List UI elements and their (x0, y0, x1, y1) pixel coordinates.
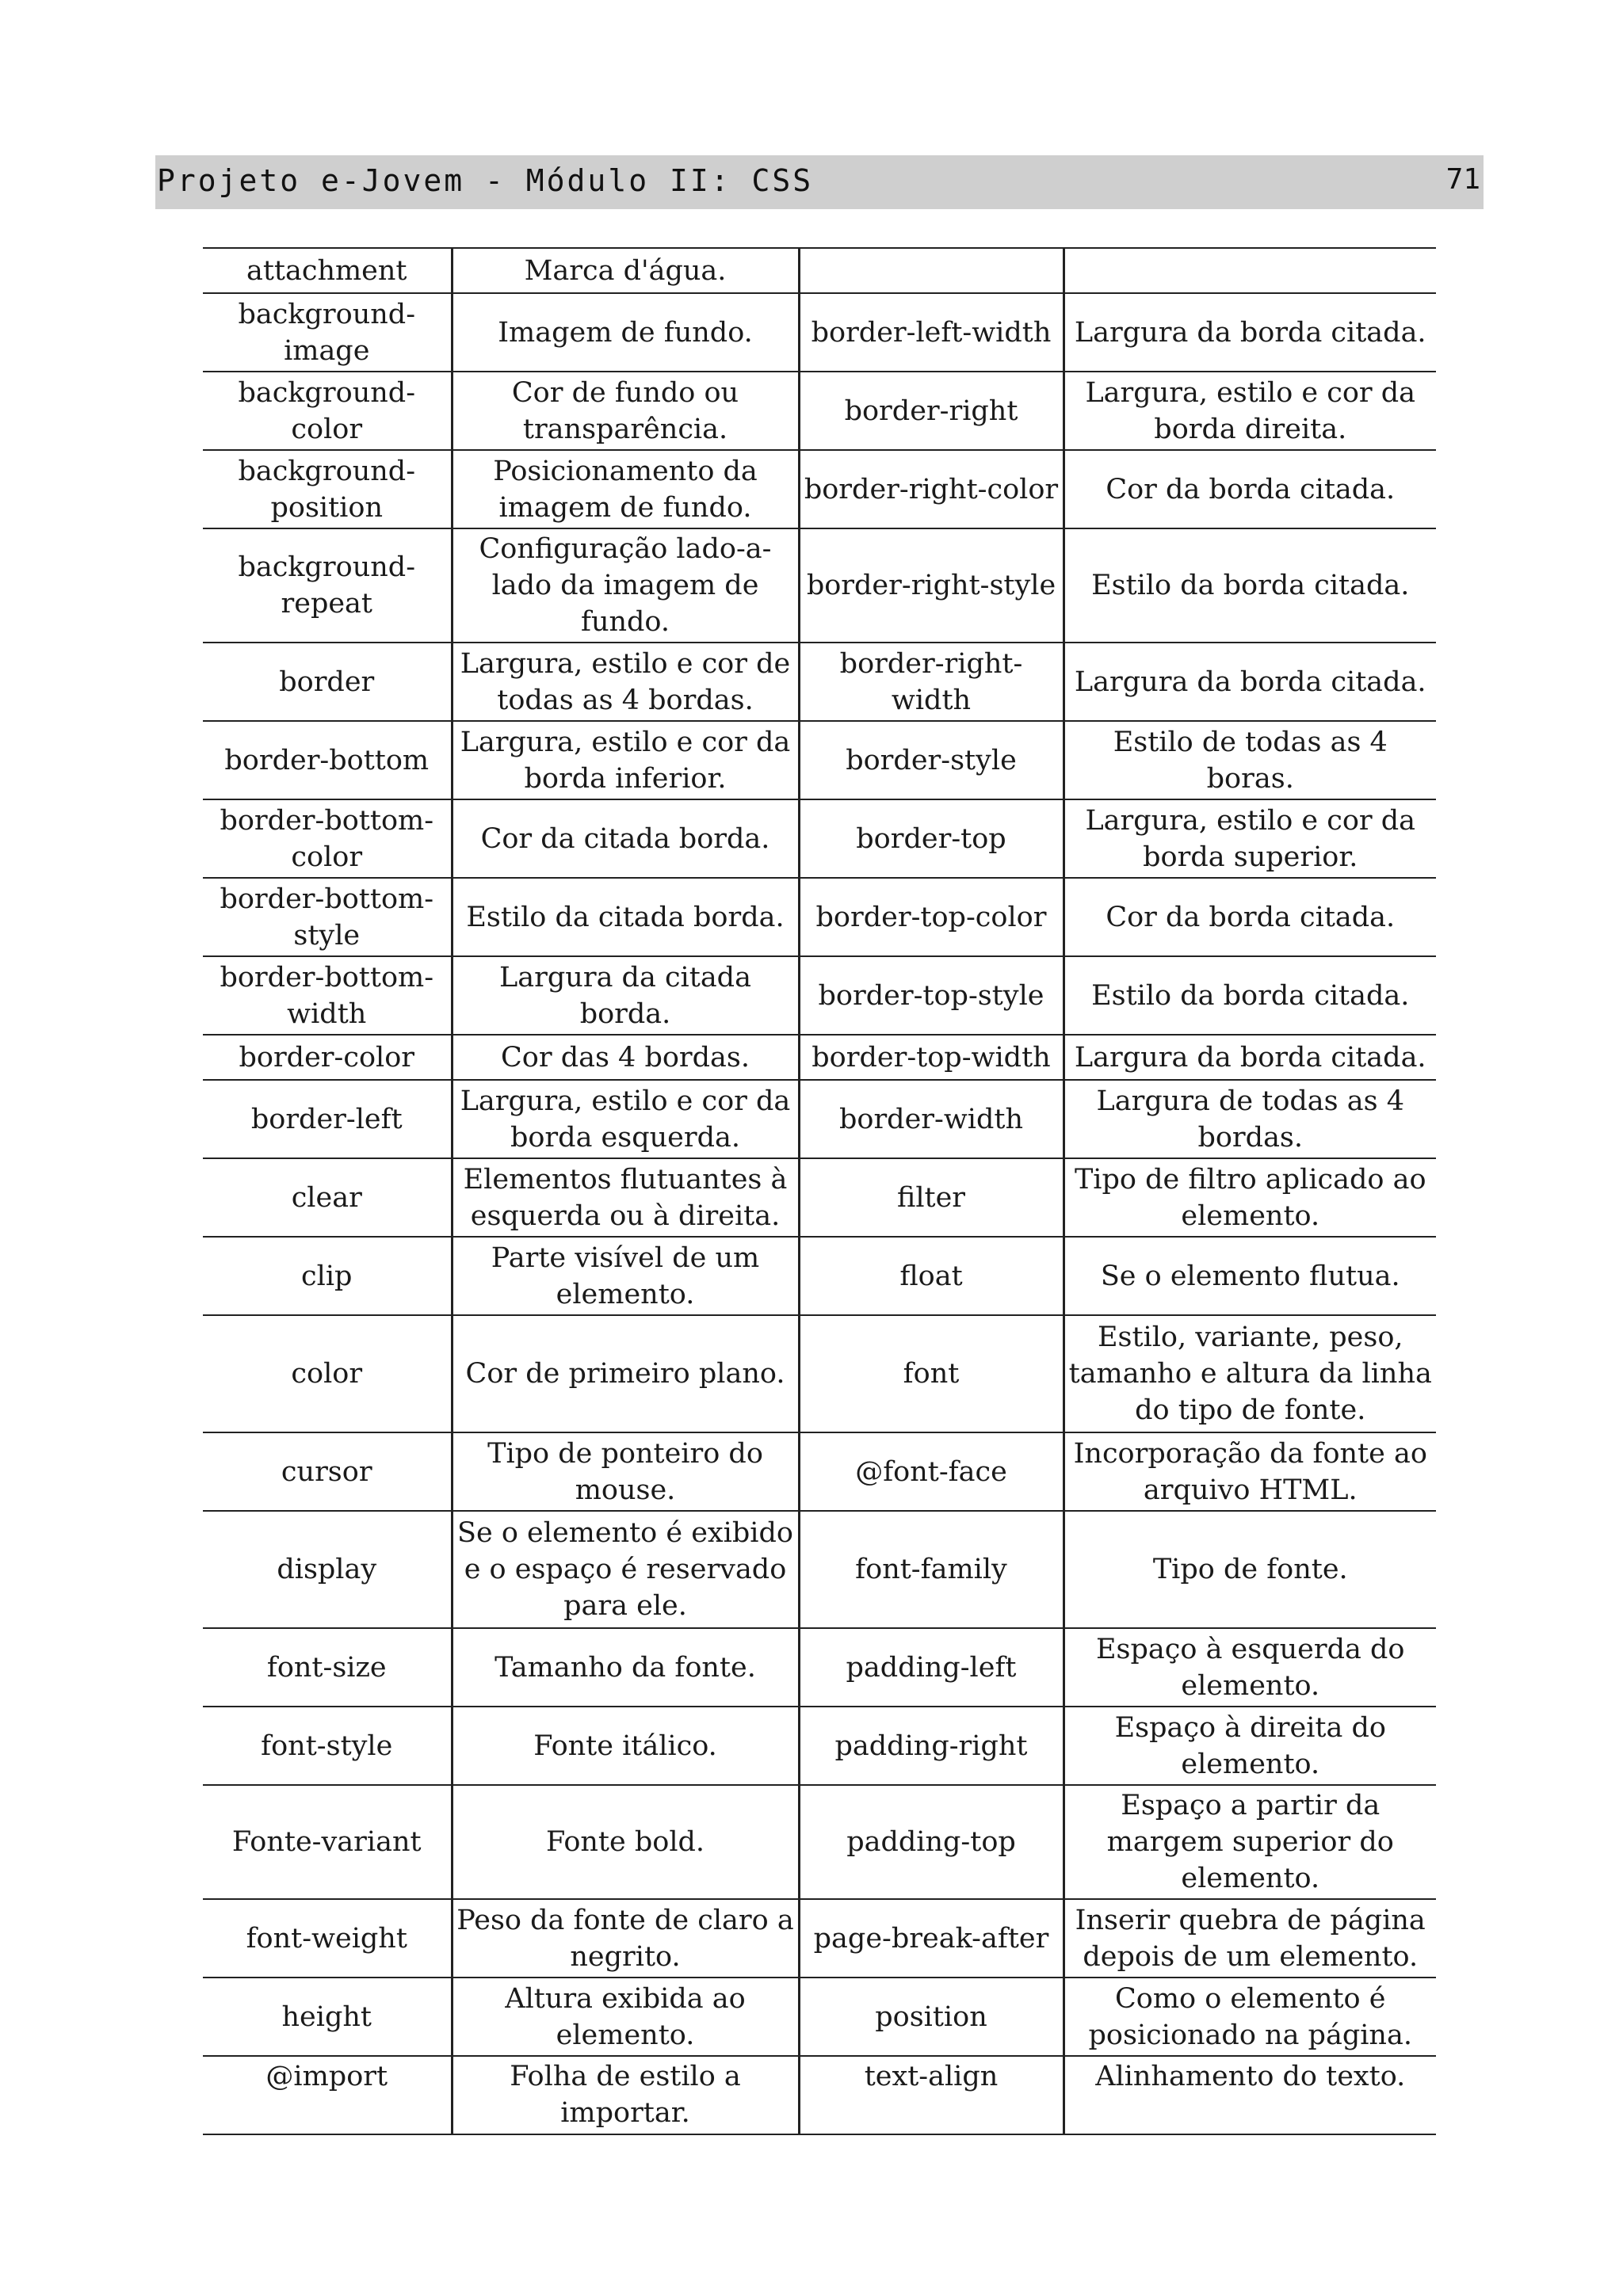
table-row (203, 1315, 1436, 1432)
property-cell: float (799, 1237, 1064, 1315)
property-cell: border-width (799, 1080, 1064, 1158)
description-cell: Estilo da citada borda. (452, 878, 799, 956)
description-cell: Largura, estilo e cor da borda inferior. (452, 721, 799, 799)
property-cell: attachment (203, 248, 452, 293)
property-cell: cursor (203, 1432, 452, 1511)
property-cell: page-break-after (799, 1899, 1064, 1978)
property-cell: color (203, 1315, 452, 1432)
table-row (203, 1035, 1436, 1080)
table-row (203, 643, 1436, 721)
table-row (203, 1158, 1436, 1237)
table-row (203, 372, 1436, 450)
property-cell: border-bottom-style (203, 878, 452, 956)
table-row (203, 1432, 1436, 1511)
property-cell: font-weight (203, 1899, 452, 1978)
description-cell: Espaço à direita do elemento. (1064, 1707, 1436, 1785)
description-cell: Espaço a partir da margem superior do elemento. (1064, 1785, 1436, 1899)
property-cell: clear (203, 1158, 452, 1237)
property-cell: border-top-color (799, 878, 1064, 956)
property-cell: background-position (203, 450, 452, 528)
table-row (203, 450, 1436, 528)
description-cell: Folha de estilo a importar. (452, 2056, 799, 2134)
description-cell: Cor da citada borda. (452, 799, 799, 878)
property-cell: padding-top (799, 1785, 1064, 1899)
property-cell: filter (799, 1158, 1064, 1237)
description-cell: Espaço à esquerda do elemento. (1064, 1628, 1436, 1707)
description-cell: Configuração lado-a-lado da imagem de fundo. (452, 528, 799, 643)
page-header (155, 155, 1484, 209)
property-cell: font-size (203, 1628, 452, 1707)
table-row (203, 1511, 1436, 1628)
description-cell: Largura da borda citada. (1064, 293, 1436, 372)
table-row (203, 799, 1436, 878)
description-cell: Cor de fundo ou transparência. (452, 372, 799, 450)
property-cell: display (203, 1511, 452, 1628)
property-cell: border-left-width (799, 293, 1064, 372)
description-cell: Tipo de ponteiro do mouse. (452, 1432, 799, 1511)
description-cell: Incorporação da fonte ao arquivo HTML. (1064, 1432, 1436, 1511)
property-cell: font (799, 1315, 1064, 1432)
table-row (203, 1978, 1436, 2056)
property-cell: border-right-color (799, 450, 1064, 528)
table-row (203, 721, 1436, 799)
description-cell: Imagem de fundo. (452, 293, 799, 372)
description-cell: Largura, estilo e cor da borda direita. (1064, 372, 1436, 450)
property-cell: border-top (799, 799, 1064, 878)
description-cell: Estilo da borda citada. (1064, 528, 1436, 643)
property-cell: border-top-style (799, 956, 1064, 1035)
property-cell: border-bottom-color (203, 799, 452, 878)
description-cell: Largura, estilo e cor da borda esquerda. (452, 1080, 799, 1158)
description-cell: Largura da borda citada. (1064, 643, 1436, 721)
description-cell: Fonte itálico. (452, 1707, 799, 1785)
property-cell: border-right-width (799, 643, 1064, 721)
property-cell: position (799, 1978, 1064, 2056)
description-cell: Estilo da borda citada. (1064, 956, 1436, 1035)
page-number: 71 (1445, 163, 1480, 196)
description-cell: Posicionamento da imagem de fundo. (452, 450, 799, 528)
property-cell (799, 248, 1064, 293)
table-row (203, 248, 1436, 293)
description-cell: Alinhamento do texto. (1064, 2056, 1436, 2134)
description-cell: Cor de primeiro plano. (452, 1315, 799, 1432)
table-row (203, 293, 1436, 372)
property-cell: background-image (203, 293, 452, 372)
property-cell: border-left (203, 1080, 452, 1158)
property-cell: border-color (203, 1035, 452, 1080)
description-cell: Cor das 4 bordas. (452, 1035, 799, 1080)
property-cell: border-bottom (203, 721, 452, 799)
table-row (203, 1785, 1436, 1899)
description-cell: Largura de todas as 4 bordas. (1064, 1080, 1436, 1158)
property-cell: border (203, 643, 452, 721)
description-cell: Estilo de todas as 4 boras. (1064, 721, 1436, 799)
description-cell: Fonte bold. (452, 1785, 799, 1899)
description-cell: Se o elemento flutua. (1064, 1237, 1436, 1315)
description-cell: Como o elemento é posicionado na página. (1064, 1978, 1436, 2056)
description-cell: Marca d'água. (452, 248, 799, 293)
property-cell: border-right-style (799, 528, 1064, 643)
property-cell: padding-left (799, 1628, 1064, 1707)
property-cell: @font-face (799, 1432, 1064, 1511)
table-row (203, 1707, 1436, 1785)
property-cell: border-style (799, 721, 1064, 799)
property-cell: clip (203, 1237, 452, 1315)
table-row (203, 1237, 1436, 1315)
table-row (203, 1899, 1436, 1978)
table-row (203, 1628, 1436, 1707)
property-cell: border-right (799, 372, 1064, 450)
description-cell: Inserir quebra de página depois de um elemento. (1064, 1899, 1436, 1978)
property-cell: border-bottom-width (203, 956, 452, 1035)
description-cell (1064, 248, 1436, 293)
property-cell: Fonte-variant (203, 1785, 452, 1899)
property-cell: border-top-width (799, 1035, 1064, 1080)
description-cell: Largura, estilo e cor da borda superior. (1064, 799, 1436, 878)
description-cell: Cor da borda citada. (1064, 450, 1436, 528)
table-row (203, 956, 1436, 1035)
description-cell: Tipo de fonte. (1064, 1511, 1436, 1628)
description-cell: Se o elemento é exibido e o espaço é reservado para ele. (452, 1511, 799, 1628)
property-cell: font-family (799, 1511, 1064, 1628)
table-row (203, 878, 1436, 956)
table-row (203, 2056, 1436, 2134)
css-properties-table (203, 247, 1436, 2135)
description-cell: Elementos flutuantes à esquerda ou à direita. (452, 1158, 799, 1237)
header-title: Projeto e-Jovem - Módulo II: CSS (157, 163, 814, 198)
property-cell: background-repeat (203, 528, 452, 643)
table-row (203, 528, 1436, 643)
property-cell: background-color (203, 372, 452, 450)
property-cell: height (203, 1978, 452, 2056)
description-cell: Cor da borda citada. (1064, 878, 1436, 956)
description-cell: Peso da fonte de claro a negrito. (452, 1899, 799, 1978)
description-cell: Largura da borda citada. (1064, 1035, 1436, 1080)
table-row (203, 1080, 1436, 1158)
description-cell: Altura exibida ao elemento. (452, 1978, 799, 2056)
property-cell: @import (203, 2056, 452, 2134)
description-cell: Tamanho da fonte. (452, 1628, 799, 1707)
description-cell: Parte visível de um elemento. (452, 1237, 799, 1315)
property-cell: font-style (203, 1707, 452, 1785)
property-cell: text-align (799, 2056, 1064, 2134)
description-cell: Largura da citada borda. (452, 956, 799, 1035)
property-cell: padding-right (799, 1707, 1064, 1785)
description-cell: Largura, estilo e cor de todas as 4 bordas. (452, 643, 799, 721)
description-cell: Tipo de filtro aplicado ao elemento. (1064, 1158, 1436, 1237)
description-cell: Estilo, variante, peso, tamanho e altura da linha do tipo de fonte. (1064, 1315, 1436, 1432)
